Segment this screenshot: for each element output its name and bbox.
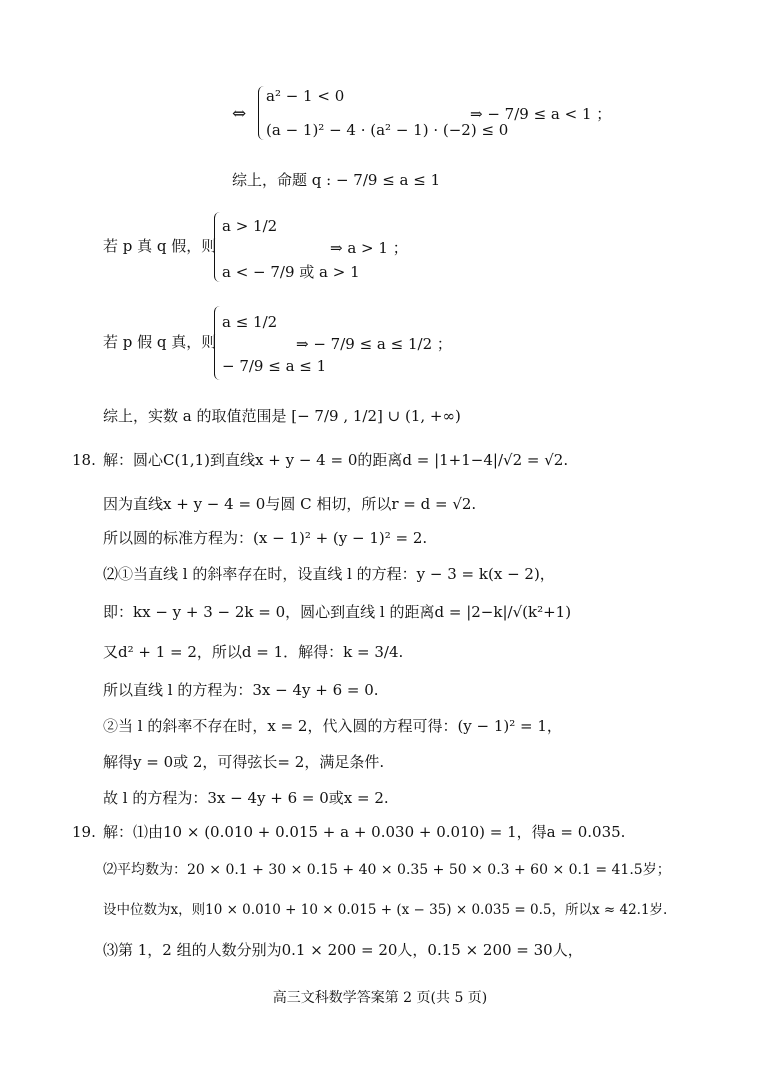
solution-line: 解得y = 0或 2，可得弦长= 2，满足条件. xyxy=(103,753,385,771)
solution-line: ⑵①当直线 l 的斜率存在时，设直线 l 的方程：y − 3 = k(x − 2)， xyxy=(103,565,555,583)
case-label: 若 p 假 q 真，则 xyxy=(103,333,217,351)
system-result: ⇒ − 7/9 ≤ a < 1 ； xyxy=(470,105,612,123)
solution-line: 即：kx − y + 3 − 2k = 0，圆心到直线 l 的距离d = |2−k|/√(k²+1) xyxy=(103,603,572,621)
solution-line: 又d² + 1 = 2，所以d = 1．解得：k = 3/4. xyxy=(103,643,404,661)
solution-line: ②当 l 的斜率不存在时，x = 2，代入圆的方程可得：(y − 1)² = 1， xyxy=(103,717,562,735)
system-line: a ≤ 1/2 xyxy=(222,313,278,331)
solution-line: 所以直线 l 的方程为：3x − 4y + 6 = 0. xyxy=(103,681,379,699)
solution-line: 解：圆心C(1,1)到直线x + y − 4 = 0的距离d = |1+1−4|/√2 = √2. xyxy=(103,451,569,469)
system-line: a² − 1 < 0 xyxy=(266,87,345,105)
solution-line: 所以圆的标准方程为：(x − 1)² + (y − 1)² = 2. xyxy=(103,529,428,547)
system-brace xyxy=(258,86,265,140)
equivalence-arrow: ⇔ xyxy=(232,104,247,124)
solution-line: ⑶第 1，2 组的人数分别为0.1 × 200 = 20人，0.15 × 200 = 30人， xyxy=(103,941,583,959)
case-label: 若 p 真 q 假，则 xyxy=(103,237,217,255)
question-number: 19. xyxy=(72,823,96,841)
system-result: ⇒ a > 1 ； xyxy=(330,239,408,257)
conclusion-line: 综上，实数 a 的取值范围是 [− 7/9 , 1/2] ∪ (1, +∞) xyxy=(103,407,461,425)
question-number: 18. xyxy=(72,451,96,469)
solution-line: 设中位数为x，则10 × 0.010 + 10 × 0.015 + (x − 35) × 0.035 = 0.5，所以x ≈ 42.1岁. xyxy=(103,902,668,918)
page-footer: 高三文科数学答案第 2 页(共 5 页) xyxy=(272,990,488,1006)
system-line: − 7/9 ≤ a ≤ 1 xyxy=(222,357,327,375)
solution-line: 故 l 的方程为：3x − 4y + 6 = 0或x = 2. xyxy=(103,789,389,807)
system-brace xyxy=(214,212,221,282)
solution-line: 因为直线x + y − 4 = 0与圆 C 相切，所以r = d = √2. xyxy=(103,495,477,513)
system-line: a > 1/2 xyxy=(222,217,278,235)
system-brace xyxy=(214,306,221,380)
system-line: (a − 1)² − 4 · (a² − 1) · (−2) ≤ 0 xyxy=(266,121,509,139)
solution-line: 解：⑴由10 × (0.010 + 0.015 + a + 0.030 + 0.010) = 1，得a = 0.035. xyxy=(103,823,626,841)
summary-line: 综上，命题 q : − 7/9 ≤ a ≤ 1 xyxy=(232,171,441,189)
system-line: a < − 7/9 或 a > 1 xyxy=(222,263,360,281)
solution-line: ⑵平均数为：20 × 0.1 + 30 × 0.15 + 40 × 0.35 + 50 × 0.3 + 60 × 0.1 = 41.5岁； xyxy=(103,862,671,878)
system-result: ⇒ − 7/9 ≤ a ≤ 1/2 ； xyxy=(296,335,452,353)
